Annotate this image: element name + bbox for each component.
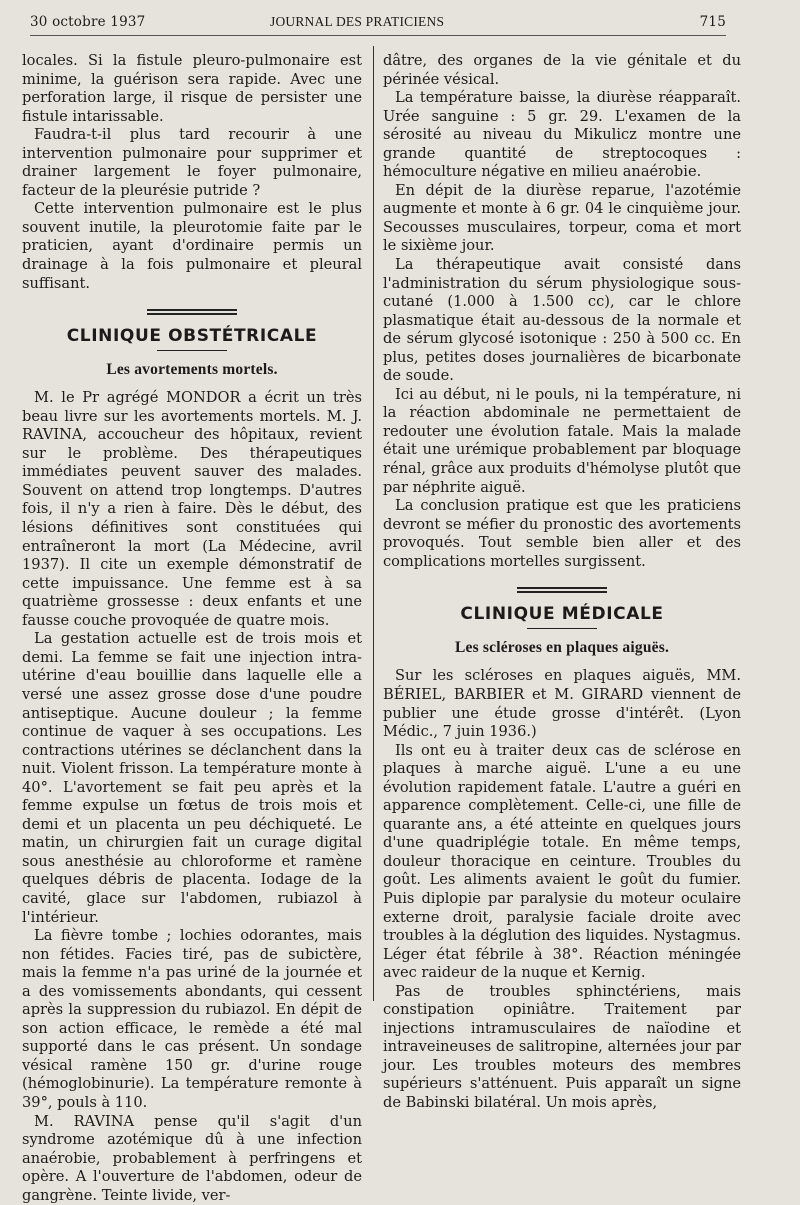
- section-separator: [147, 309, 237, 315]
- header-rule: [30, 35, 726, 36]
- left-column: [22, 52, 362, 1205]
- title-underline: [527, 628, 597, 629]
- section-separator: [517, 587, 607, 593]
- paragraph: Sur les scléroses en plaques aiguës, MM. BÉRIEL, BARBIER et M. GIRARD viennent de publier une étude grosse d'intérêt. (Lyon Médic., 7 juin 1936.): [383, 667, 741, 741]
- section-title: CLINIQUE MÉDICALE: [460, 604, 664, 625]
- paragraph: La gestation actuelle est de trois mois et demi. La femme se fait une injection intra-utérine d'eau bouillie dans laquelle elle a versé une assez grosse dose d'une poudre antiseptique. Aucune douleur ; la femme continue de vaquer à ses occupations. Les contractions utérines se déclanchent dans la nuit. Violent frisson. La température monte à 40°. L'avortement se fait peu après et la femme expulse un fœtus de trois mois et demi et un placenta un peu déchiqueté. Le matin, un chirurgien fait un curage digital sous anesthésie au chloroforme et ramène quelques débris de placenta. Iodage de la cavité, glace sur l'abdomen, rubiazol à l'intérieur.: [22, 630, 362, 926]
- paragraph: Faudra-t-il plus tard recourir à une intervention pulmonaire pour supprimer et drainer largement le foyer pulmonaire, facteur de la pleurésie putride ?: [22, 126, 362, 199]
- article-title: Les avortements mortels.: [106, 360, 278, 378]
- paragraph: La conclusion pratique est que les praticiens devront se méfier du pronostic des avortements provoqués. Tout semble bien aller et des complications mortelles surgissent.: [383, 497, 741, 570]
- header-date: 30 octobre 1937: [30, 14, 146, 30]
- header-page-number: 715: [699, 14, 726, 30]
- section-title: CLINIQUE OBSTÉTRICALE: [66, 326, 318, 347]
- header-journal-title: JOURNAL DES PRATICIENS: [270, 14, 445, 29]
- paragraph: Ils ont eu à traiter deux cas de sclérose en plaques à marche aiguë. L'une a eu une évolution rapidement fatale. L'autre a guéri en apparence complètement. Celle-ci, une fille de quarante ans, a été atteinte en quelques jours d'une quadriplégie totale. En même temps, douleur thoracique en ceinture. Troubles du goût. Les aliments avaient le goût du fumier. Puis diplopie par paralysie du moteur oculaire externe droit, paralysie faciale droite avec troubles à la déglution des liquides. Nystagmus. Léger état fébrile à 38°. Réaction méningée avec raideur de la nuque et Kernig.: [383, 741, 741, 982]
- paragraph: La thérapeutique avait consisté dans l'administration du sérum physiologique sous-cutané (1.000 à 1.500 cc), car le chlore plasmatique était au-dessous de la normale et de sérum glycosé isotonique : 250 à 500 cc. En plus, petites doses journalières de bicarbonate de soude.: [383, 256, 741, 385]
- paragraph: Ici au début, ni le pouls, ni la température, ni la réaction abdominale ne permettaient de redouter une évolution fatale. Mais la malade était une urémique probablement par bloquage rénal, grâce aux produits d'hémolyse plutôt que par néphrite aiguë.: [383, 385, 741, 496]
- paragraph: Pas de troubles sphinctériens, mais constipation opiniâtre. Traitement par injections intramusculaires de naïodine et intraveineuses de salitropine, alternées jour par jour. Les troubles moteurs des membres supérieurs s'atténuent. Puis apparaît un signe de Babinski bilatéral. Un mois après,: [383, 982, 741, 1111]
- column-divider: [373, 46, 374, 1001]
- paragraph: locales. Si la fistule pleuro-pulmonaire est minime, la guérison sera rapide. Avec une perforation large, il risque de persister une fistule intarissable.: [22, 52, 362, 125]
- paragraph: M. le Pr agrégé MONDOR a écrit un très beau livre sur les avortements mortels. M. J. RAVINA, accoucheur des hôpitaux, revient sur le problème. Des thérapeutiques immédiates peuvent sauver des malades. Souvent on attend trop longtemps. D'autres fois, il n'y a rien à faire. Dès le début, des lésions définitives sont constituées qui entraîneront la mort (La Médecine, avril 1937). Il cite un exemple démonstratif de cette impuissance. Une femme est à sa quatrième grossesse : deux enfants et une fausse couche provoquée de quatre mois.: [22, 389, 362, 629]
- title-underline: [157, 350, 227, 351]
- paragraph: En dépit de la diurèse reparue, l'azotémie augmente et monte à 6 gr. 04 le cinquième jour. Secousses musculaires, torpeur, coma et mort le sixième jour.: [383, 181, 741, 255]
- article-title: Les scléroses en plaques aiguës.: [454, 638, 670, 656]
- right-column: [383, 52, 741, 1113]
- paragraph: M. RAVINA pense qu'il s'agit d'un syndrome azotémique dû à une infection anaérobie, probablement à perfringens et opère. A l'ouverture de l'abdomen, odeur de gangrène. Teinte livide, ver-: [22, 1112, 362, 1204]
- paragraph: Cette intervention pulmonaire est le plus souvent inutile, la pleurotomie faite par le praticien, ayant d'ordinaire permis un drainage à la fois pulmonaire et pleural suffisant.: [22, 200, 362, 292]
- page-header: [30, 14, 726, 36]
- paragraph: La fièvre tombe ; lochies odorantes, mais non fétides. Facies tiré, pas de subictère, mais la femme n'a pas uriné de la journée et a des vomissements abondants, qui cessent après la suppression du rubiazol. En dépit de son action efficace, le remède a été mal supporté dans le cas présent. Un sondage vésical ramène 150 gr. d'urine rouge (hémoglobinurie). La température remonte à 39°, pouls à 110.: [22, 927, 362, 1111]
- paragraph: dâtre, des organes de la vie génitale et du périnée vésical.: [383, 52, 741, 88]
- paragraph: La température baisse, la diurèse réapparaît. Urée sanguine : 5 gr. 29. L'examen de la sérosité au niveau du Mikulicz montre une grande quantité de streptocoques : hémoculture négative en milieu anaérobie.: [383, 89, 741, 181]
